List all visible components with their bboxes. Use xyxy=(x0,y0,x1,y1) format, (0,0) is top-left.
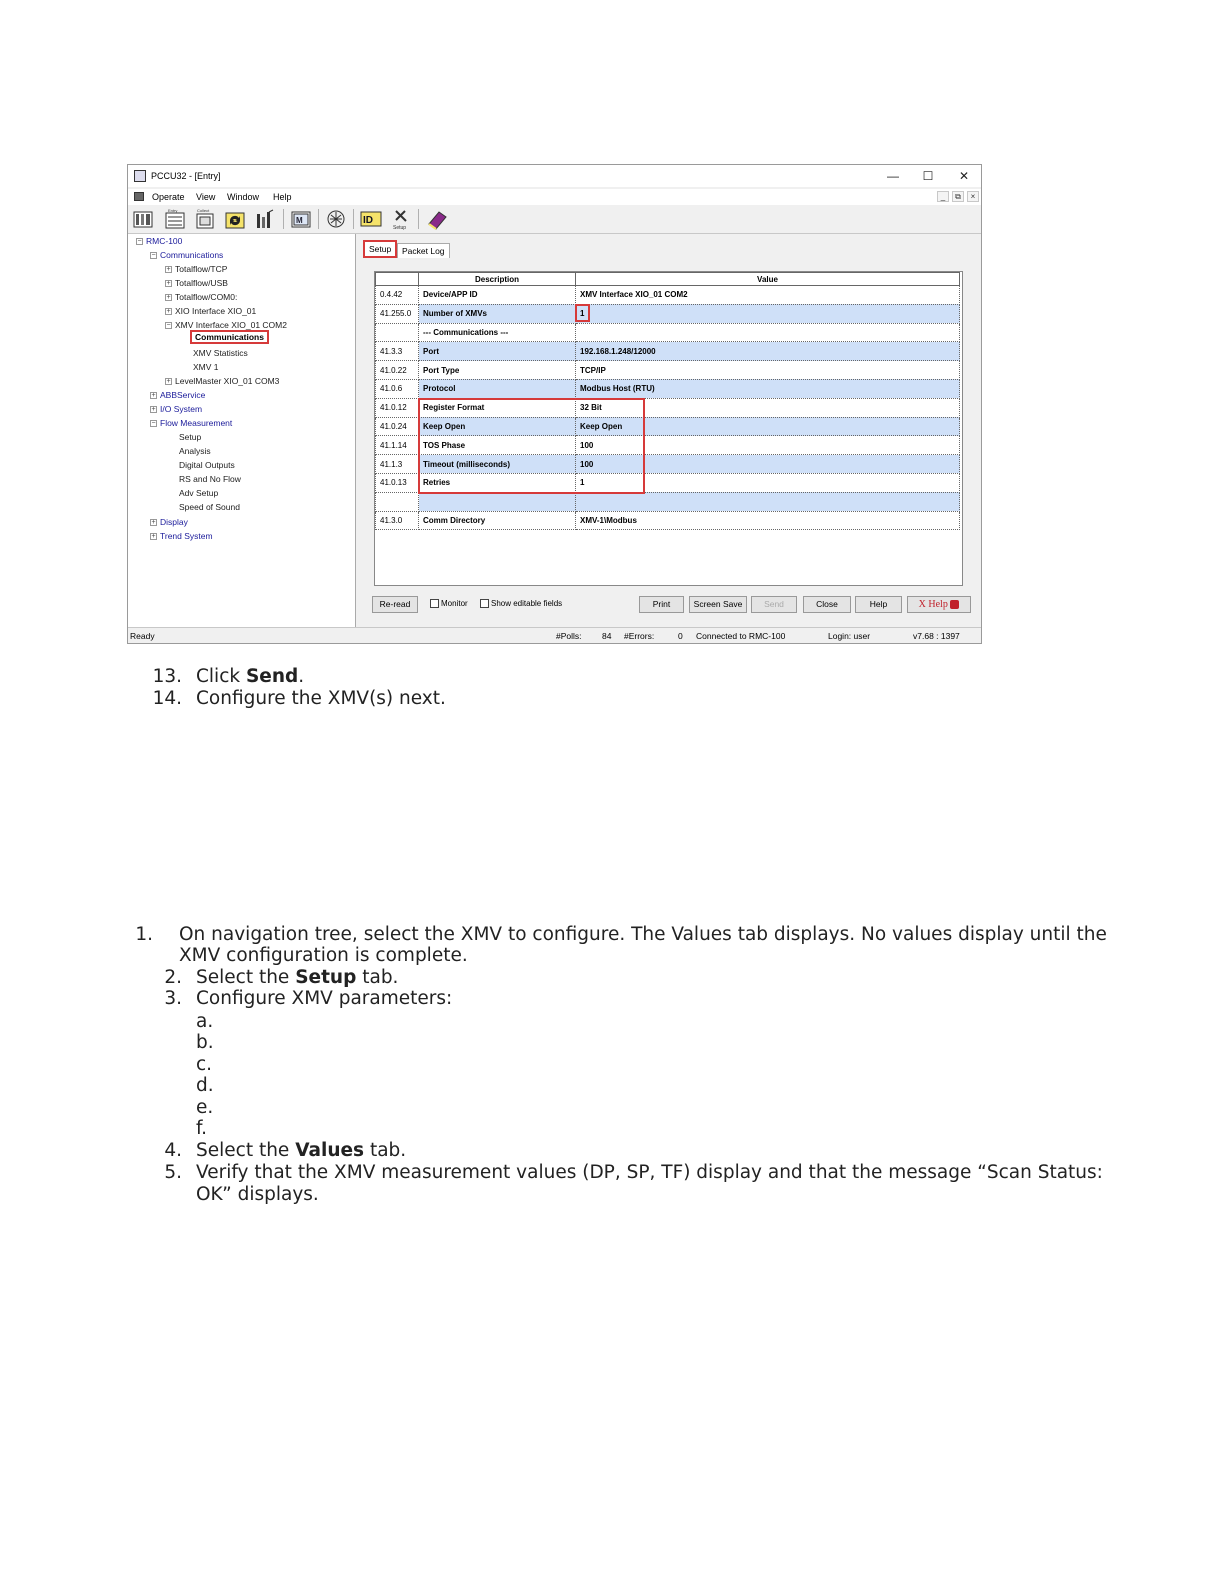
minimize-button[interactable]: — xyxy=(887,169,899,183)
tree-node-fm-digital-outputs[interactable]: Digital Outputs xyxy=(179,460,235,470)
row-id: 41.0.22 xyxy=(376,361,419,380)
xhelp-label: X Help xyxy=(918,599,948,610)
row-value[interactable]: 100 xyxy=(576,436,960,455)
title-bar xyxy=(128,165,981,187)
step-4: 4. Select the Values tab. xyxy=(164,1140,407,1161)
refresh-icon[interactable] xyxy=(224,208,246,230)
show-editable-fields-checkbox[interactable] xyxy=(480,599,562,608)
svg-text:M: M xyxy=(296,216,303,225)
tree-node-communications[interactable]: − Communications xyxy=(151,250,224,260)
step-number: 2. xyxy=(164,967,182,988)
row-id: 41.0.12 xyxy=(376,398,419,417)
show-editable-label: Show editable fields xyxy=(491,599,563,608)
collect-icon[interactable] xyxy=(194,208,216,230)
row-description xyxy=(419,492,576,511)
table-row[interactable] xyxy=(376,379,960,398)
tree-node-xio-interface[interactable]: + XIO Interface XIO_01 xyxy=(166,306,257,316)
errors-count: 0 xyxy=(678,631,683,641)
monitor-checkbox[interactable] xyxy=(430,599,468,608)
sub-f: f. xyxy=(196,1118,208,1139)
tree-node-levelmaster[interactable]: + LevelMaster XIO_01 COM3 xyxy=(166,376,280,386)
setup-panel xyxy=(357,234,981,629)
row-value[interactable]: XMV Interface XIO_01 COM2 xyxy=(576,286,960,305)
row-id: 41.3.0 xyxy=(376,511,419,530)
app-icon xyxy=(134,170,146,182)
expand-icon[interactable]: + xyxy=(166,378,171,386)
navigation-tree xyxy=(128,234,356,629)
entry-icon[interactable] xyxy=(164,208,186,230)
row-value[interactable] xyxy=(576,323,960,342)
print-button[interactable]: Print xyxy=(639,596,684,613)
registry-icon[interactable] xyxy=(290,208,312,230)
row-description: Comm Directory xyxy=(419,511,576,530)
menu-window[interactable]: Window xyxy=(227,192,260,202)
send-keyword: Send xyxy=(245,666,299,687)
step-number: 13. xyxy=(152,666,182,687)
header-value: Value xyxy=(576,273,960,286)
step-number: 5. xyxy=(164,1162,182,1183)
row-description: --- Communications --- xyxy=(419,323,576,342)
tree-view-icon[interactable] xyxy=(132,208,154,230)
table-header-row xyxy=(376,273,960,286)
menu-help[interactable]: Help xyxy=(273,192,292,202)
step-number: 1. xyxy=(135,924,153,945)
collapse-icon[interactable]: − xyxy=(166,322,171,330)
close-button[interactable]: Close xyxy=(803,596,851,613)
send-button[interactable]: Send xyxy=(751,596,797,613)
menu-operate[interactable]: Operate xyxy=(152,192,185,202)
errors-label: #Errors: xyxy=(624,631,655,641)
row-value[interactable]: TCP/IP xyxy=(576,361,960,380)
step-number: 4. xyxy=(164,1140,182,1161)
window-title: PCCU32 - [Entry] xyxy=(151,171,221,181)
table-row[interactable] xyxy=(376,511,960,530)
step-1-cont: XMV configuration is complete. xyxy=(179,945,468,966)
screen-save-button[interactable]: Screen Save xyxy=(689,596,747,613)
menu-view[interactable]: View xyxy=(196,192,216,202)
reread-button[interactable]: Re-read xyxy=(372,596,418,613)
tree-node-xmv-communications[interactable]: Communications xyxy=(190,332,269,342)
row-value[interactable]: Keep Open xyxy=(576,417,960,436)
mdi-close-button[interactable]: × xyxy=(967,191,979,202)
step-number: 3. xyxy=(164,988,182,1009)
row-description: Protocol xyxy=(419,379,576,398)
collapse-icon[interactable]: − xyxy=(151,252,156,260)
id-icon[interactable] xyxy=(360,208,382,230)
row-id: 41.0.24 xyxy=(376,417,419,436)
monitor-label: Monitor xyxy=(441,599,468,608)
connection-status: Connected to RMC-100 xyxy=(696,631,786,641)
sub-c: c. xyxy=(196,1054,213,1075)
pccu32-window xyxy=(127,164,982,644)
tree-node-trend-system[interactable]: + Trend System xyxy=(151,531,213,541)
collapse-icon[interactable]: − xyxy=(137,238,142,246)
tab-setup[interactable]: Setup xyxy=(363,240,397,258)
version-status: v7.68 : 1397 xyxy=(913,631,960,641)
step-5-cont: OK” displays. xyxy=(196,1184,319,1205)
mdi-minimize-button[interactable]: _ xyxy=(937,191,949,202)
collect-label: Collect xyxy=(197,208,210,213)
polls-count: 84 xyxy=(602,631,612,641)
expand-icon[interactable]: + xyxy=(166,280,171,288)
row-value[interactable] xyxy=(576,492,960,511)
expand-icon[interactable]: + xyxy=(151,406,156,414)
tree-node-fm-analysis[interactable]: Analysis xyxy=(179,446,211,456)
table-row[interactable] xyxy=(376,342,960,361)
step-5: 5. Verify that the XMV measurement values (DP, SP, TF) display and that the message “Scan Status: xyxy=(164,1162,1103,1183)
row-value[interactable]: XMV-1\Modbus xyxy=(576,511,960,530)
row-id: 41.0.13 xyxy=(376,473,419,492)
expand-icon[interactable]: + xyxy=(166,266,171,274)
row-value[interactable]: 100 xyxy=(576,455,960,474)
header-description: Description xyxy=(419,273,576,286)
tree-node-rmc100[interactable]: − RMC-100 xyxy=(137,236,183,246)
row-id: 41.1.14 xyxy=(376,436,419,455)
svg-text:ID: ID xyxy=(363,215,373,226)
setup-icon[interactable] xyxy=(390,208,412,230)
row-id xyxy=(376,323,419,342)
menu-bar xyxy=(128,189,981,205)
tree-node-totalflow-usb[interactable]: + Totalflow/USB xyxy=(166,278,228,288)
row-value[interactable]: 1 xyxy=(576,304,960,323)
calibrate-icon[interactable] xyxy=(254,208,276,230)
entry-label: Entry xyxy=(168,208,178,213)
tree-node-xmv-interface[interactable]: − XMV Interface XIO_01 COM2 xyxy=(166,320,287,330)
values-keyword: Values xyxy=(295,1140,365,1161)
network-icon[interactable] xyxy=(325,208,347,230)
maximize-button[interactable]: ☐ xyxy=(922,169,934,183)
expand-icon[interactable]: + xyxy=(166,308,171,316)
table-row[interactable] xyxy=(376,323,960,342)
expand-icon[interactable]: + xyxy=(151,392,156,400)
table-row[interactable] xyxy=(376,492,960,511)
xhelp-icon xyxy=(950,600,959,609)
mdi-restore-button[interactable]: ⧉ xyxy=(952,191,964,202)
row-id xyxy=(376,492,419,511)
toolbar xyxy=(128,205,981,234)
parameter-grid xyxy=(374,271,963,586)
tree-node-display[interactable]: + Display xyxy=(151,517,188,527)
polls-label: #Polls: xyxy=(556,631,582,641)
row-description: Port xyxy=(419,342,576,361)
table-row[interactable] xyxy=(376,304,960,323)
tree-node-fm-speed-of-sound[interactable]: Speed of Sound xyxy=(179,502,240,512)
step-1: 1. On navigation tree, select the XMV to configure. The Values tab displays. No values display until the xyxy=(135,924,1107,945)
table-row[interactable] xyxy=(376,286,960,305)
sub-a: a. xyxy=(196,1011,214,1032)
row-id: 0.4.42 xyxy=(376,286,419,305)
row-description: TOS Phase xyxy=(419,436,576,455)
row-description: Timeout (milliseconds) xyxy=(419,455,576,474)
tree-node-xmv-statistics[interactable]: XMV Statistics xyxy=(193,348,248,358)
row-description: Retries xyxy=(419,473,576,492)
setup-keyword: Setup xyxy=(295,967,357,988)
step-13: 13. Click Send. xyxy=(152,666,305,687)
table-row[interactable] xyxy=(376,361,960,380)
expand-icon[interactable]: + xyxy=(151,533,156,541)
tree-node-totalflow-com0[interactable]: + Totalflow/COM0: xyxy=(166,292,238,302)
header-id xyxy=(376,273,419,286)
tree-node-fm-adv-setup[interactable]: Adv Setup xyxy=(179,488,219,498)
row-id: 41.0.6 xyxy=(376,379,419,398)
row-value[interactable]: Modbus Host (RTU) xyxy=(576,379,960,398)
system-menu-icon[interactable] xyxy=(134,192,144,201)
sub-d: d. xyxy=(196,1075,214,1096)
row-description: Port Type xyxy=(419,361,576,380)
help-button[interactable]: Help xyxy=(855,596,902,613)
tree-node-flow-measurement[interactable]: − Flow Measurement xyxy=(151,418,233,428)
row-description: Device/APP ID xyxy=(419,286,576,305)
row-id: 41.255.0 xyxy=(376,304,419,323)
row-id: 41.3.3 xyxy=(376,342,419,361)
tree-node-io-system[interactable]: + I/O System xyxy=(151,404,203,414)
row-value[interactable]: 32 Bit xyxy=(576,398,960,417)
comm-params-highlight xyxy=(418,398,645,494)
row-value[interactable]: 1 xyxy=(576,473,960,492)
step-number: 14. xyxy=(152,688,182,709)
status-bar xyxy=(128,627,981,643)
close-window-button[interactable]: ✕ xyxy=(958,169,970,183)
number-of-xmvs-highlight xyxy=(575,304,590,322)
tree-node-fm-rs-no-flow[interactable]: RS and No Flow xyxy=(179,474,241,484)
tree-node-xmv1[interactable]: XMV 1 xyxy=(193,362,219,372)
tree-node-totalflow-tcp[interactable]: + Totalflow/TCP xyxy=(166,264,228,274)
tab-packet-log[interactable]: Packet Log xyxy=(397,243,450,258)
help-book-icon[interactable] xyxy=(426,208,448,230)
row-description: Register Format xyxy=(419,398,576,417)
tree-node-fm-setup[interactable]: Setup xyxy=(179,432,202,442)
step-3: 3. Configure XMV parameters: xyxy=(164,988,453,1009)
login-status: Login: user xyxy=(828,631,871,641)
expand-icon[interactable]: + xyxy=(151,519,156,527)
row-value[interactable]: 192.168.1.248/12000 xyxy=(576,342,960,361)
row-id: 41.1.3 xyxy=(376,455,419,474)
expand-icon[interactable]: + xyxy=(166,294,171,302)
row-description: Number of XMVs xyxy=(419,304,576,323)
setup-label: Setup xyxy=(393,225,407,230)
row-description: Keep Open xyxy=(419,417,576,436)
xhelp-button[interactable] xyxy=(907,596,971,613)
sub-b: b. xyxy=(196,1032,214,1053)
step-2: 2. Select the Setup tab. xyxy=(164,967,399,988)
status-ready: Ready xyxy=(130,631,155,641)
tree-node-abbservice[interactable]: + ABBService xyxy=(151,390,206,400)
collapse-icon[interactable]: − xyxy=(151,420,156,428)
step-14: 14. Configure the XMV(s) next. xyxy=(152,688,446,709)
sub-e: e. xyxy=(196,1097,214,1118)
